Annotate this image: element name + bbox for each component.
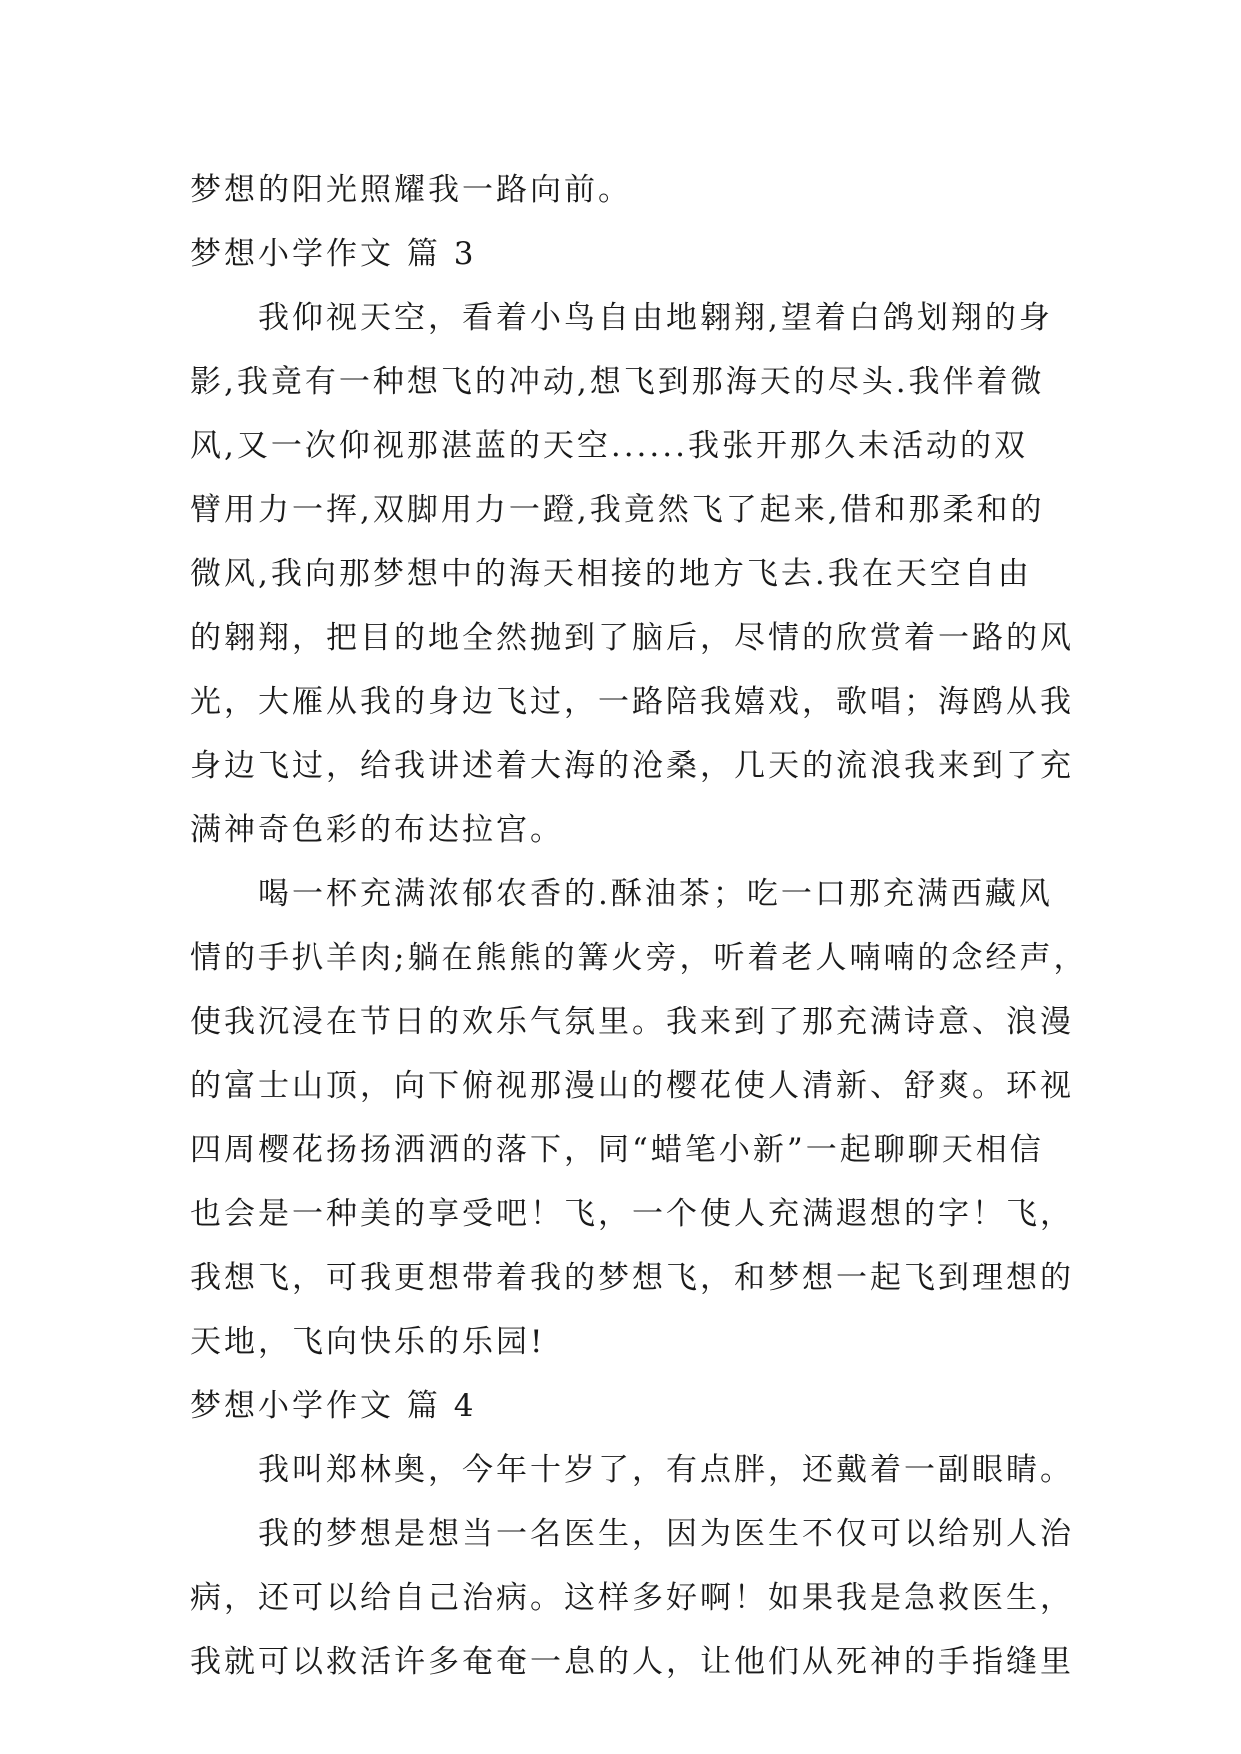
section-heading: 梦想小学作文 篇 4 bbox=[190, 1388, 477, 1424]
text-line: 身边飞过，给我讲述着大海的沧桑，几天的流浪我来到了充 bbox=[190, 748, 1074, 784]
text-line: 情的手扒羊肉;躺在熊熊的篝火旁，听着老人喃喃的念经声， bbox=[190, 940, 1088, 976]
text-line: 使我沉浸在节日的欢乐气氛里。我来到了那充满诗意、浪漫 bbox=[190, 1004, 1074, 1040]
text-line: 我想飞，可我更想带着我的梦想飞，和梦想一起飞到理想的 bbox=[190, 1260, 1074, 1296]
paragraph-first-line: 我的梦想是想当一名医生，因为医生不仅可以给别人治 bbox=[258, 1516, 1074, 1552]
paragraph-first-line: 我叫郑林奥，今年十岁了，有点胖，还戴着一副眼睛。 bbox=[258, 1452, 1074, 1488]
text-line: 光，大雁从我的身边飞过，一路陪我嬉戏，歌唱；海鸥从我 bbox=[190, 684, 1074, 720]
text-line: 影,我竟有一种想飞的冲动,想飞到那海天的尽头.我伴着微 bbox=[190, 364, 1045, 400]
text-line: 天地，飞向快乐的乐园! bbox=[190, 1324, 546, 1360]
text-line: 的富士山顶，向下俯视那漫山的樱花使人清新、舒爽。环视 bbox=[190, 1068, 1074, 1104]
text-line: 梦想的阳光照耀我一路向前。 bbox=[190, 172, 632, 208]
section-heading: 梦想小学作文 篇 3 bbox=[190, 236, 477, 272]
text-line: 臂用力一挥,双脚用力一蹬,我竟然飞了起来,借和那柔和的 bbox=[190, 492, 1045, 528]
document-body bbox=[190, 158, 1088, 1694]
text-line: 四周樱花扬扬洒洒的落下，同“蜡笔小新”一起聊聊天相信 bbox=[190, 1132, 1044, 1168]
text-line: 也会是一种美的享受吧！飞，一个使人充满遐想的字！飞， bbox=[190, 1196, 1074, 1232]
paragraph-first-line: 喝一杯充满浓郁农香的.酥油茶；吃一口那充满西藏风 bbox=[258, 876, 1053, 912]
text-line: 微风,我向那梦想中的海天相接的地方飞去.我在天空自由 bbox=[190, 556, 1032, 592]
text-line: 病，还可以给自己治病。这样多好啊！如果我是急救医生， bbox=[190, 1580, 1074, 1616]
text-line: 风,又一次仰视那湛蓝的天空......我张开那久未活动的双 bbox=[190, 428, 1028, 464]
text-line: 满神奇色彩的布达拉宫。 bbox=[190, 812, 564, 848]
text-line: 我就可以救活许多奄奄一息的人，让他们从死神的手指缝里 bbox=[190, 1644, 1074, 1680]
text-line: 的翱翔，把目的地全然抛到了脑后，尽情的欣赏着一路的风 bbox=[190, 620, 1074, 656]
paragraph-first-line: 我仰视天空，看着小鸟自由地翱翔,望着白鸽划翔的身 bbox=[258, 300, 1053, 336]
